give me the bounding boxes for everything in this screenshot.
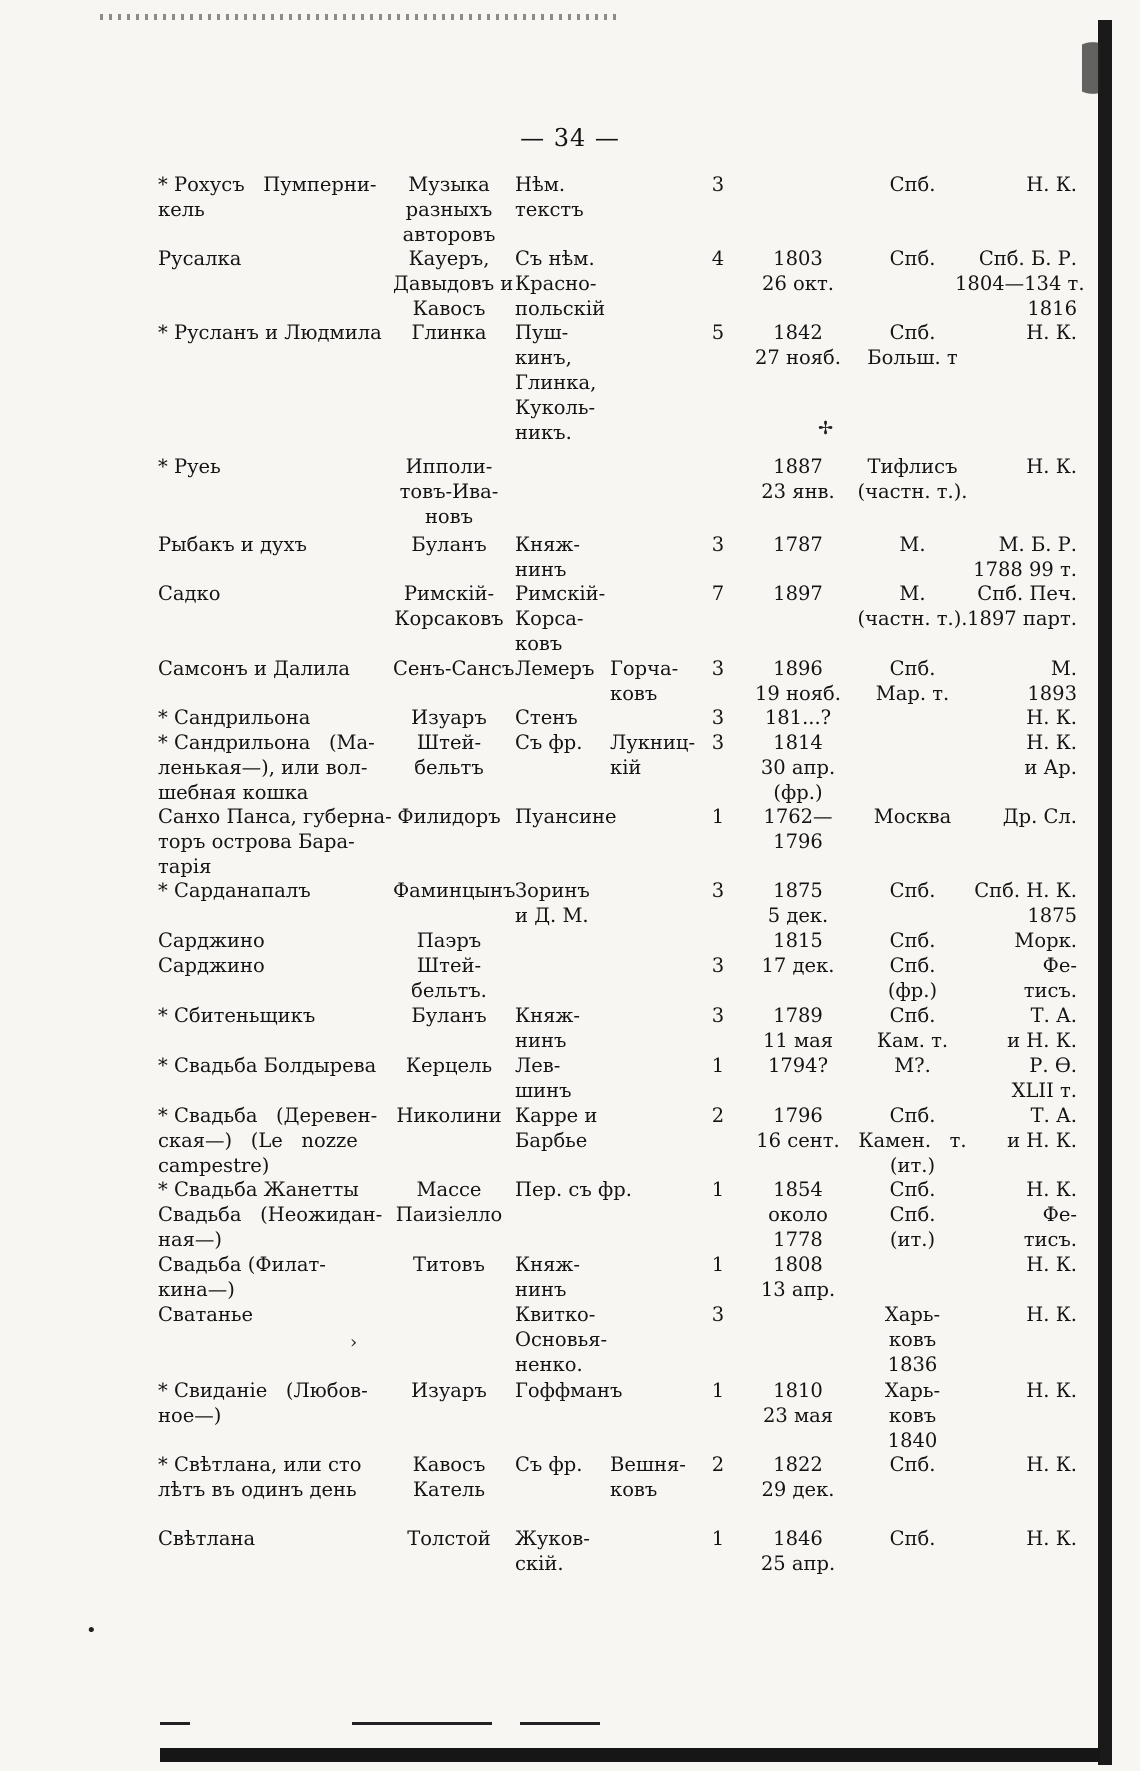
ink-speck: • bbox=[86, 1620, 97, 1641]
entry-source: Спб. Б. Р. 1804—134 т. 1816 bbox=[955, 247, 1085, 320]
entry-composer: Буланъ bbox=[411, 1004, 487, 1027]
entry-place: Спб. bbox=[889, 247, 936, 270]
entry-composer: Кауеръ, Давыдовъ и Кавосъ bbox=[393, 247, 514, 320]
entry-date: 17 дек. bbox=[761, 954, 835, 977]
entry-title: Русалка bbox=[158, 247, 242, 270]
ink-speck: › bbox=[350, 1332, 358, 1353]
entry-translator: Горча- ковъ bbox=[610, 657, 679, 705]
entry-title: * Рохусъ Пумперни- кель bbox=[158, 173, 377, 221]
bottom-mark bbox=[160, 1722, 190, 1725]
entry-title: * Свадьба Жанетты bbox=[158, 1178, 359, 1201]
entry-text-author: Лев- шинъ bbox=[515, 1054, 572, 1102]
entry-title: Сарджино bbox=[158, 929, 265, 952]
entry-place: Харь- ковъ 1840 bbox=[884, 1379, 941, 1452]
entry-acts: 3 bbox=[711, 657, 725, 680]
entry-text-author: Жуков- скій. bbox=[515, 1527, 590, 1575]
entry-text-author: Зоринъ и Д. М. bbox=[515, 879, 590, 927]
entry-text-author: Римскій- Корса- ковъ bbox=[515, 582, 606, 655]
entry-composer: Штей- бельтъ. bbox=[411, 954, 487, 1002]
entry-acts: 3 bbox=[711, 706, 725, 729]
entry-text-author: Карре и Барбье bbox=[515, 1104, 598, 1152]
entry-source: Н. К. bbox=[1026, 1379, 1077, 1402]
entry-acts: 1 bbox=[711, 1178, 725, 1201]
entry-acts: 3 bbox=[711, 173, 725, 196]
entry-place: Спб. bbox=[889, 1178, 936, 1201]
entry-place: М. bbox=[899, 533, 926, 556]
entry-date: 1789 11 мая bbox=[762, 1004, 834, 1052]
entry-source: Н. К. bbox=[1026, 1303, 1077, 1326]
entry-title: Самсонъ и Далила bbox=[158, 657, 351, 680]
entry-date: 1822 29 дек. bbox=[761, 1453, 835, 1501]
entry-acts: 3 bbox=[711, 954, 725, 977]
entry-source: Н. К. bbox=[1026, 1178, 1077, 1201]
entry-acts: 1 bbox=[711, 1054, 725, 1077]
entry-date: 1842 27 нояб. bbox=[755, 321, 841, 369]
entry-date: 181...? bbox=[764, 706, 832, 729]
entry-acts: 7 bbox=[711, 582, 725, 605]
entry-acts: 1 bbox=[711, 805, 725, 828]
entry-text-author: Лемеръ bbox=[515, 657, 595, 680]
entry-date: 1815 bbox=[773, 929, 823, 952]
entry-date: 1875 5 дек. bbox=[767, 879, 829, 927]
scan-noise-top bbox=[100, 14, 620, 20]
bottom-mark bbox=[352, 1722, 492, 1725]
entry-text-author: Гоффманъ bbox=[515, 1379, 623, 1402]
entry-composer: Музыка разныхъ авторовъ bbox=[402, 173, 496, 246]
entry-title: Сарджино bbox=[158, 954, 265, 977]
entry-composer: Кавосъ Катель bbox=[412, 1453, 486, 1501]
entry-composer: Буланъ bbox=[411, 533, 487, 556]
entry-text-author: Пер. съ фр. bbox=[515, 1178, 632, 1201]
entry-source: Н. К. bbox=[1026, 455, 1077, 478]
entry-text-author: Квитко- Основья- ненко. bbox=[515, 1303, 608, 1376]
entry-text-author: Княж- нинъ bbox=[515, 533, 580, 581]
entry-text-author: Стенъ bbox=[515, 706, 578, 729]
entry-place: Спб. bbox=[889, 879, 936, 902]
entry-acts: 2 bbox=[711, 1104, 725, 1127]
entry-composer: Массе bbox=[416, 1178, 482, 1201]
entry-place: Спб. Камен. т. (ит.) bbox=[858, 1104, 967, 1177]
entry-acts: 1 bbox=[711, 1379, 725, 1402]
entry-source: Н. К. bbox=[1026, 1527, 1077, 1550]
entry-source: Р. Ѳ. XLII т. bbox=[1011, 1054, 1077, 1102]
entry-acts: 1 bbox=[711, 1527, 725, 1550]
entry-source: Н. К. bbox=[1026, 1253, 1077, 1276]
entry-title: Санхо Панса, губерна- торъ острова Бара- тарія bbox=[158, 805, 392, 878]
entry-source: Спб. Печ. 1897 парт. bbox=[967, 582, 1077, 630]
entry-composer: Паэръ bbox=[416, 929, 482, 952]
entry-date: 1794? bbox=[767, 1054, 829, 1077]
entry-title: Садко bbox=[158, 582, 221, 605]
entry-composer: Николини bbox=[396, 1104, 502, 1127]
entry-composer: Штей- бельтъ bbox=[414, 731, 484, 779]
entry-source: Н. К. bbox=[1026, 321, 1077, 344]
entry-title: * Сарданапалъ bbox=[158, 879, 311, 902]
entry-place: Москва bbox=[873, 805, 952, 828]
entry-title: * Свадьба Болдырева bbox=[158, 1054, 377, 1077]
entry-place: Спб. bbox=[889, 1527, 936, 1550]
entry-title: Свадьба (Филат- кина—) bbox=[158, 1253, 326, 1301]
page-edge-shadow bbox=[1098, 20, 1112, 1765]
page-number: — 34 — bbox=[520, 124, 620, 152]
entry-date: 1814 30 апр. (фр.) bbox=[760, 731, 836, 804]
entry-date: 1762— 1796 bbox=[763, 805, 833, 853]
entry-source: Фе- тисъ. bbox=[1023, 954, 1077, 1002]
entry-acts: 3 bbox=[711, 533, 725, 556]
entry-source: Н. К. bbox=[1026, 173, 1077, 196]
entry-place: Спб. bbox=[889, 1453, 936, 1476]
entry-acts: 3 bbox=[711, 1303, 725, 1326]
entry-date: 1887 23 янв. bbox=[761, 455, 835, 503]
entry-acts: 3 bbox=[711, 879, 725, 902]
entry-source: Т. А. и Н. К. bbox=[1007, 1004, 1077, 1052]
entry-source: М. 1893 bbox=[1027, 657, 1077, 705]
entry-acts: 5 bbox=[711, 321, 725, 344]
entry-title: Свѣтлана bbox=[158, 1527, 256, 1550]
entry-text-author: Княж- нинъ bbox=[515, 1004, 580, 1052]
entry-date: 1854 bbox=[773, 1178, 823, 1201]
page-edge-smudge bbox=[1082, 20, 1100, 140]
entry-source: Т. А. и Н. К. bbox=[1007, 1104, 1077, 1152]
entry-text-author: Нѣм. текстъ bbox=[515, 173, 584, 221]
entry-place: Харь- ковъ 1836 bbox=[884, 1303, 941, 1376]
entry-date: 1810 23 мая bbox=[762, 1379, 834, 1427]
entry-source: Н. К. bbox=[1026, 1453, 1077, 1476]
entry-title: * Свиданіе (Любов- ное—) bbox=[158, 1379, 368, 1427]
entry-title: * Руеь bbox=[158, 455, 221, 478]
entry-date: 1846 25 апр. bbox=[760, 1527, 836, 1575]
entry-composer: Толстой bbox=[407, 1527, 491, 1550]
entry-title: * Свѣтлана, или сто лѣтъ въ одинъ день bbox=[158, 1453, 362, 1501]
entry-title: Рыбакъ и духъ bbox=[158, 533, 307, 556]
entry-text-author: Княж- нинъ bbox=[515, 1253, 580, 1301]
entry-text-author: Пуансине bbox=[515, 805, 617, 828]
entry-source: Морк. bbox=[1014, 929, 1077, 952]
entry-date: около 1778 bbox=[768, 1203, 828, 1251]
entry-text-author: Съ фр. bbox=[515, 731, 583, 754]
entry-composer: Изуаръ bbox=[411, 706, 487, 729]
entry-place: Спб. Мар. т. bbox=[875, 657, 950, 705]
bottom-edge-bar bbox=[160, 1748, 1100, 1762]
entry-title: * Сбитеньщикъ bbox=[158, 1004, 316, 1027]
entry-place: Спб. Кам. т. bbox=[876, 1004, 949, 1052]
entry-acts: 1 bbox=[711, 1253, 725, 1276]
entry-date: 1796 16 сент. bbox=[756, 1104, 840, 1152]
entry-acts: 3 bbox=[711, 1004, 725, 1027]
entry-title: * Русланъ и Людмила bbox=[158, 321, 382, 344]
entry-date: 1803 26 окт. bbox=[762, 247, 834, 295]
entry-composer: Сенъ-Сансъ bbox=[393, 657, 515, 680]
entry-composer: Титовъ bbox=[413, 1253, 485, 1276]
entry-composer: Изуаръ bbox=[411, 1379, 487, 1402]
entry-title: Свадьба (Неожидан- ная—) bbox=[158, 1203, 383, 1251]
entry-composer: Филидоръ bbox=[397, 805, 501, 828]
entry-translator: Вешня- ковъ bbox=[610, 1453, 686, 1501]
entry-title: * Сандрильона bbox=[158, 706, 311, 729]
entry-date: 1897 bbox=[773, 582, 823, 605]
entry-acts: 4 bbox=[711, 247, 725, 270]
entry-composer: Глинка bbox=[411, 321, 487, 344]
entry-title: * Свадьба (Деревен- ская—) (Le nozze campestre) bbox=[158, 1104, 378, 1177]
entry-source: Фе- тисъ. bbox=[1023, 1203, 1077, 1251]
entry-source: М. Б. Р. 1788 99 т. bbox=[973, 533, 1077, 581]
entry-place: М. (частн. т.). bbox=[857, 582, 968, 630]
entry-acts: 2 bbox=[711, 1453, 725, 1476]
bottom-mark bbox=[520, 1722, 600, 1725]
ink-speck: ✢ bbox=[818, 418, 834, 439]
entry-place: Спб. (ит.) bbox=[889, 1203, 936, 1251]
entry-text-author: Съ нѣм. Красно- польскій bbox=[515, 247, 606, 320]
entry-place: Спб. bbox=[889, 929, 936, 952]
entry-place: М?. bbox=[894, 1054, 931, 1077]
entry-title: Сватанье bbox=[158, 1303, 254, 1326]
entry-acts: 3 bbox=[711, 731, 725, 754]
entry-place: Тифлисъ (частн. т.). bbox=[857, 455, 968, 503]
entry-text-author: Съ фр. bbox=[515, 1453, 583, 1476]
entry-composer: Керцель bbox=[405, 1054, 493, 1077]
entry-source: Н. К. и Ар. bbox=[1024, 731, 1077, 779]
entry-place: Спб. Больш. т bbox=[867, 321, 958, 369]
entry-source: Спб. Н. К. 1875 bbox=[974, 879, 1077, 927]
entry-place: Спб. (фр.) bbox=[887, 954, 938, 1002]
entry-place: Спб. bbox=[889, 173, 936, 196]
entry-date: 1787 bbox=[773, 533, 823, 556]
entry-composer: Ипполи- товъ-Ива- новъ bbox=[399, 455, 499, 528]
entry-composer: Паизіелло bbox=[395, 1203, 503, 1226]
entry-text-author: Пуш- кинъ, Глинка, Куколь- никъ. bbox=[515, 321, 597, 444]
entry-date: 1808 13 апр. bbox=[760, 1253, 836, 1301]
entry-source: Н. К. bbox=[1026, 706, 1077, 729]
entry-translator: Лукниц- кій bbox=[610, 731, 696, 779]
entry-title: * Сандрильона (Ма- ленькая—), или вол- шебная кошка bbox=[158, 731, 375, 804]
entry-composer: Фаминцынъ bbox=[393, 879, 516, 902]
entry-date: 1896 19 нояб. bbox=[755, 657, 841, 705]
entry-composer: Римскій- Корсаковъ bbox=[394, 582, 504, 630]
entry-source: Др. Сл. bbox=[1002, 805, 1077, 828]
